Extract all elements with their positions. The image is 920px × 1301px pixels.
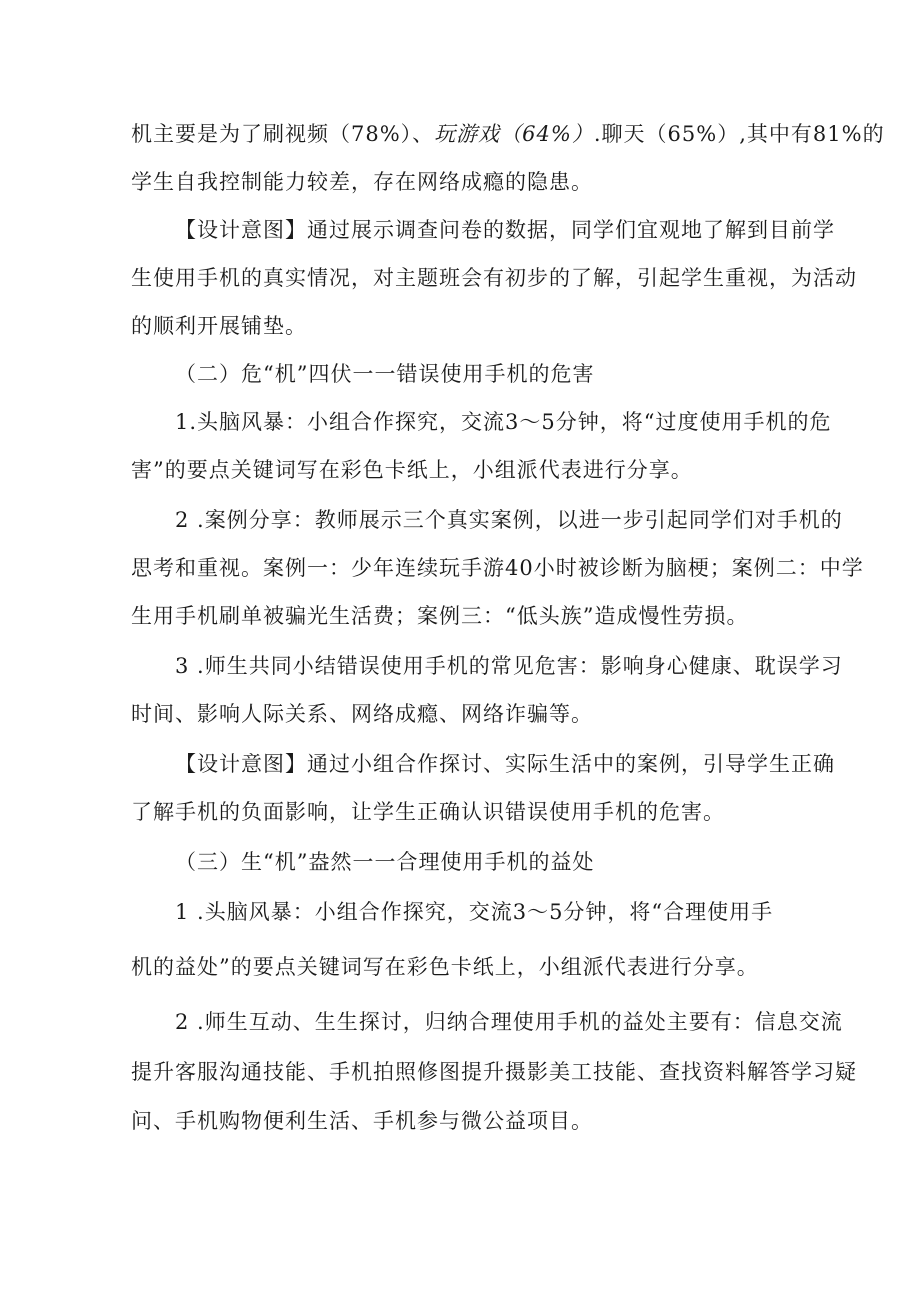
item-3-2-line-3: 问、手机购物便利生活、手机参与微公益项目。 <box>131 1109 593 1133</box>
item-2-2-line-1: 2 .案例分享：教师展示三个真实案例，以进一步引起同学们对手机的 <box>175 508 843 532</box>
paragraph-line-1 <box>131 119 885 149</box>
design-intent-1-line-2: 生使用手机的真实情况，对主题班会有初步的了解，引起学生重视，为活动 <box>131 266 857 290</box>
design-intent-1-line-1: 【设计意图】通过展示调查问卷的数据，同学们宜观地了解到目前学 <box>175 218 835 242</box>
line-1-segment-2-italic: 玩游戏（64%） <box>434 122 594 146</box>
item-2-2-line-2: 思考和重视。案例一：少年连续玩手游40小时被诊断为脑梗；案例二：中学 <box>131 556 864 580</box>
item-2-1-line-1: 1.头脑风暴：小组合作探究，交流3～5分钟，将“过度使用手机的危 <box>175 410 832 434</box>
item-2-1-line-2: 害”的要点关键词写在彩色卡纸上，小组派代表进行分享。 <box>131 458 693 482</box>
item-3-2-line-2: 提升客服沟通技能、手机拍照修图提升摄影美工技能、查找资料解答学习疑 <box>131 1060 857 1084</box>
section-heading-3: （三）生“机”盎然一一合理使用手机的益处 <box>175 850 595 874</box>
design-intent-2-line-1: 【设计意图】通过小组合作探讨、实际生活中的案例，引导学生正确 <box>175 752 835 776</box>
line-1-segment-3: .聊天（65%）,其中有81%的 <box>593 122 885 146</box>
design-intent-1-line-3: 的顺利开展铺垫。 <box>131 314 307 338</box>
item-2-3-line-1: 3 .师生共同小结错误使用手机的常见危害：影响身心健康、耽误学习 <box>175 654 843 678</box>
item-3-1-line-2: 机的益处”的要点关键词写在彩色卡纸上，小组派代表进行分享。 <box>131 955 759 979</box>
item-2-3-line-2: 时间、影响人际关系、网络成瘾、网络诈骗等。 <box>131 702 593 726</box>
item-2-2-line-3: 生用手机刷单被骗光生活费；案例三：“低头族”造成慢性劳损。 <box>131 604 749 628</box>
paragraph-line-2: 学生自我控制能力较差，存在网络成瘾的隐患。 <box>131 170 593 194</box>
item-3-1-line-1: 1 .头脑风暴：小组合作探究，交流3～5分钟，将“合理使用手 <box>175 900 774 924</box>
item-3-2-line-1: 2 .师生互动、生生探讨，归纳合理使用手机的益处主要有：信息交流 <box>175 1010 843 1034</box>
design-intent-2-line-2: 了解手机的负面影响，让学生正确认识错误使用手机的危害。 <box>131 800 725 824</box>
line-1-segment-1: 机主要是为了刷视频（78%）、 <box>131 122 435 146</box>
section-heading-2: （二）危“机”四伏一一错误使用手机的危害 <box>175 362 595 386</box>
